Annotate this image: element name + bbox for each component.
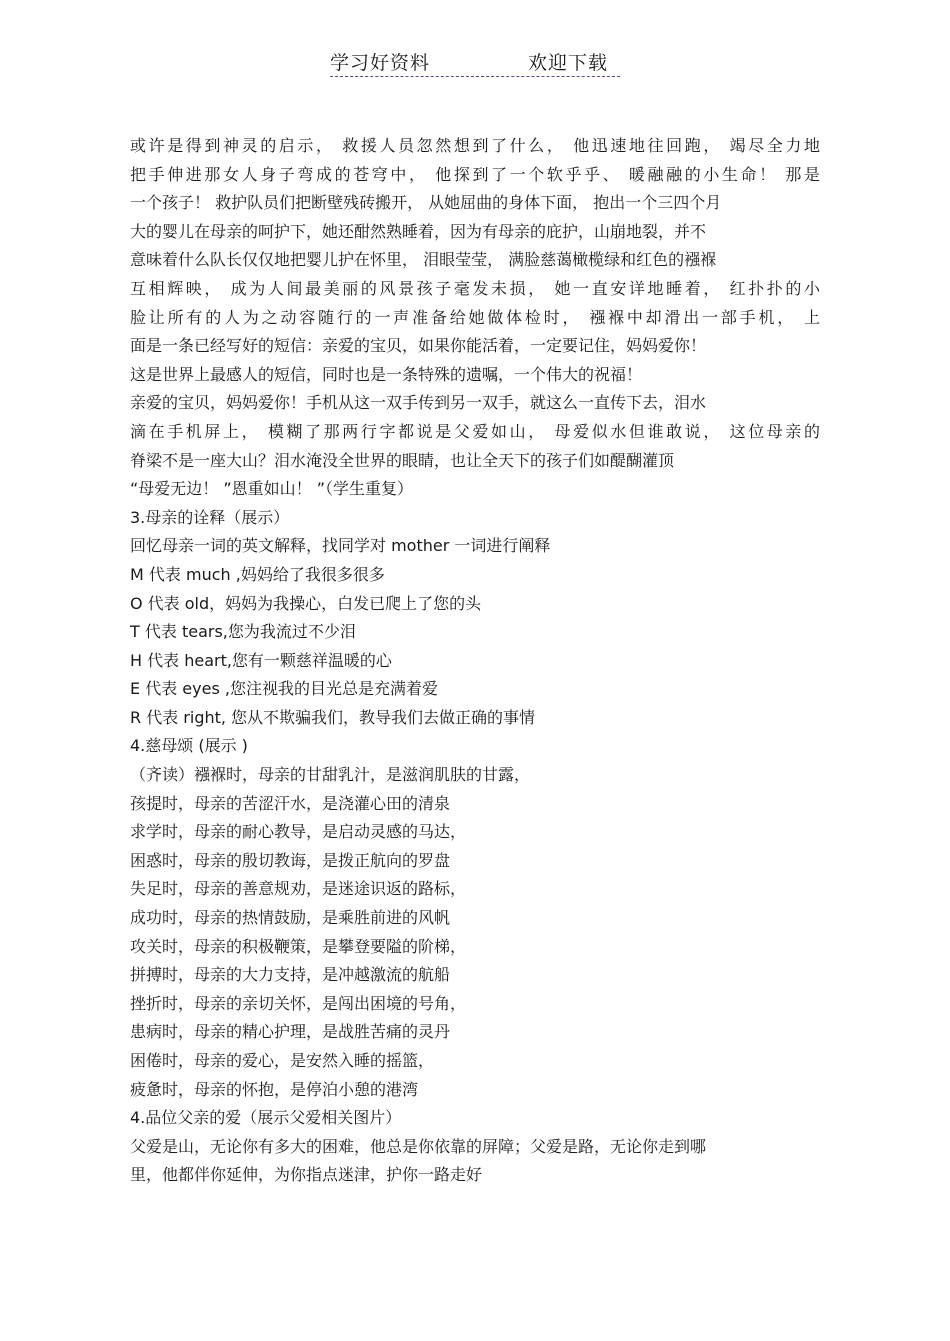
- text-line: 困倦时，母亲的爱心，是安然入睡的摇篮，: [130, 1051, 435, 1070]
- text-line: M 代表 much ,妈妈给了我很多很多: [130, 564, 385, 584]
- text-line: 亲爱的宝贝，妈妈爱你！手机从这一双手传到另一双手，就这么一直传下去，泪水: [130, 393, 707, 413]
- text-line: R 代表 right, 您从不欺骗我们，教导我们去做正确的事情: [130, 707, 536, 727]
- text-line: 拼搏时，母亲的大力支持，是冲越激流的航船: [130, 965, 451, 985]
- text-line: T 代表 tears,您为我流过不少泪: [130, 622, 356, 642]
- text-line: 孩提时，母亲的苦涩汗水，是浇灌心田的清泉: [130, 793, 451, 813]
- text-line: 患病时，母亲的精心护理，是战胜苦痛的灵丹: [130, 1022, 451, 1042]
- text-line: 脸让所有的人为之动容随行的一声准备给她做体检时， 襁褓中却滑出一部手机， 上: [130, 307, 820, 327]
- text-line: 互相辉映， 成为人间最美丽的风景孩子毫发未损， 她一直安详地睡着， 红扑扑的小: [130, 278, 820, 298]
- document-body: [130, 132, 820, 1190]
- text-line: （齐读）襁褓时，母亲的甘甜乳汁，是滋润肌肤的甘露，: [130, 765, 531, 785]
- text-line: 面是一条已经写好的短信：亲爱的宝贝，如果你能活着，一定要记住，妈妈爱你！: [130, 336, 707, 356]
- text-line: 回忆母亲一词的英文解释，找同学对 mother 一词进行阐释: [130, 536, 551, 556]
- text-line: 求学时，母亲的耐心教导，是启动灵感的马达，: [130, 822, 467, 842]
- text-line: E 代表 eyes ,您注视我的目光总是充满着爱: [130, 679, 438, 699]
- page-header: [330, 44, 620, 77]
- text-line: 攻关时，母亲的积极鞭策，是攀登要隘的阶梯，: [130, 936, 467, 956]
- text-line: H 代表 heart,您有一颗慈祥温暖的心: [130, 650, 392, 670]
- header-right-text: 欢迎下载: [528, 52, 609, 74]
- text-line: 把手伸进那女人身子弯成的苍穹中， 他探到了一个软乎乎、 暖融融的小生命！ 那是: [130, 164, 820, 184]
- text-line: 滴在手机屏上， 模糊了那两行字都说是父爱如山， 母爱似水但谁敢说， 这位母亲的: [130, 421, 820, 441]
- text-line: 成功时，母亲的热情鼓励，是乘胜前进的风帆: [130, 908, 451, 928]
- text-line: O 代表 old，妈妈为我操心，白发已爬上了您的头: [130, 593, 482, 613]
- text-line: 这是世界上最感人的短信，同时也是一条特殊的遗嘱，一个伟大的祝福！: [130, 364, 643, 384]
- text-line: 失足时，母亲的善意规劝，是迷途识返的路标，: [130, 879, 467, 899]
- text-line: 大的婴儿在母亲的呵护下，她还酣然熟睡着，因为有母亲的庇护，山崩地裂，并不: [130, 221, 707, 241]
- text-line: 里，他都伴你延伸，为你指点迷津，护你一路走好: [130, 1165, 483, 1185]
- text-line: 困惑时，母亲的殷切教诲，是拨正航向的罗盘: [130, 850, 451, 870]
- text-line: 3.母亲的诠释（展示）: [130, 507, 290, 527]
- text-line: 或许是得到神灵的启示， 救援人员忽然想到了什么， 他迅速地往回跑， 竭尽全力地: [130, 136, 820, 155]
- text-line: 挫折时，母亲的亲切关怀，是闯出困境的号角，: [130, 993, 467, 1013]
- header-left-text: 学习好资料: [330, 52, 431, 74]
- text-line: 父爱是山，无论你有多大的困难，他总是你依靠的屏障；父爱是路，无论你走到哪: [130, 1136, 707, 1156]
- text-line: 脊梁不是一座大山？泪水淹没全世界的眼睛，也让全天下的孩子们如醍醐灌顶: [130, 450, 675, 470]
- text-line: 疲惫时，母亲的怀抱，是停泊小憩的港湾: [130, 1079, 419, 1099]
- text-line: 4.慈母颂 (展示 ): [130, 736, 248, 756]
- text-line: 4.品位父亲的爱（展示父爱相关图片）: [130, 1108, 402, 1128]
- text-line: 意味着什么队长仅仅地把婴儿护在怀里， 泪眼莹莹， 满脸慈蔼橄榄绿和红色的襁褓: [130, 250, 717, 270]
- text-line: 一个孩子！ 救护队员们把断壁残砖搬开， 从她屈曲的身体下面， 抱出一个三四个月: [130, 193, 722, 213]
- text-line: “母爱无边！ ”恩重如山！ ”（学生重复）: [130, 479, 414, 499]
